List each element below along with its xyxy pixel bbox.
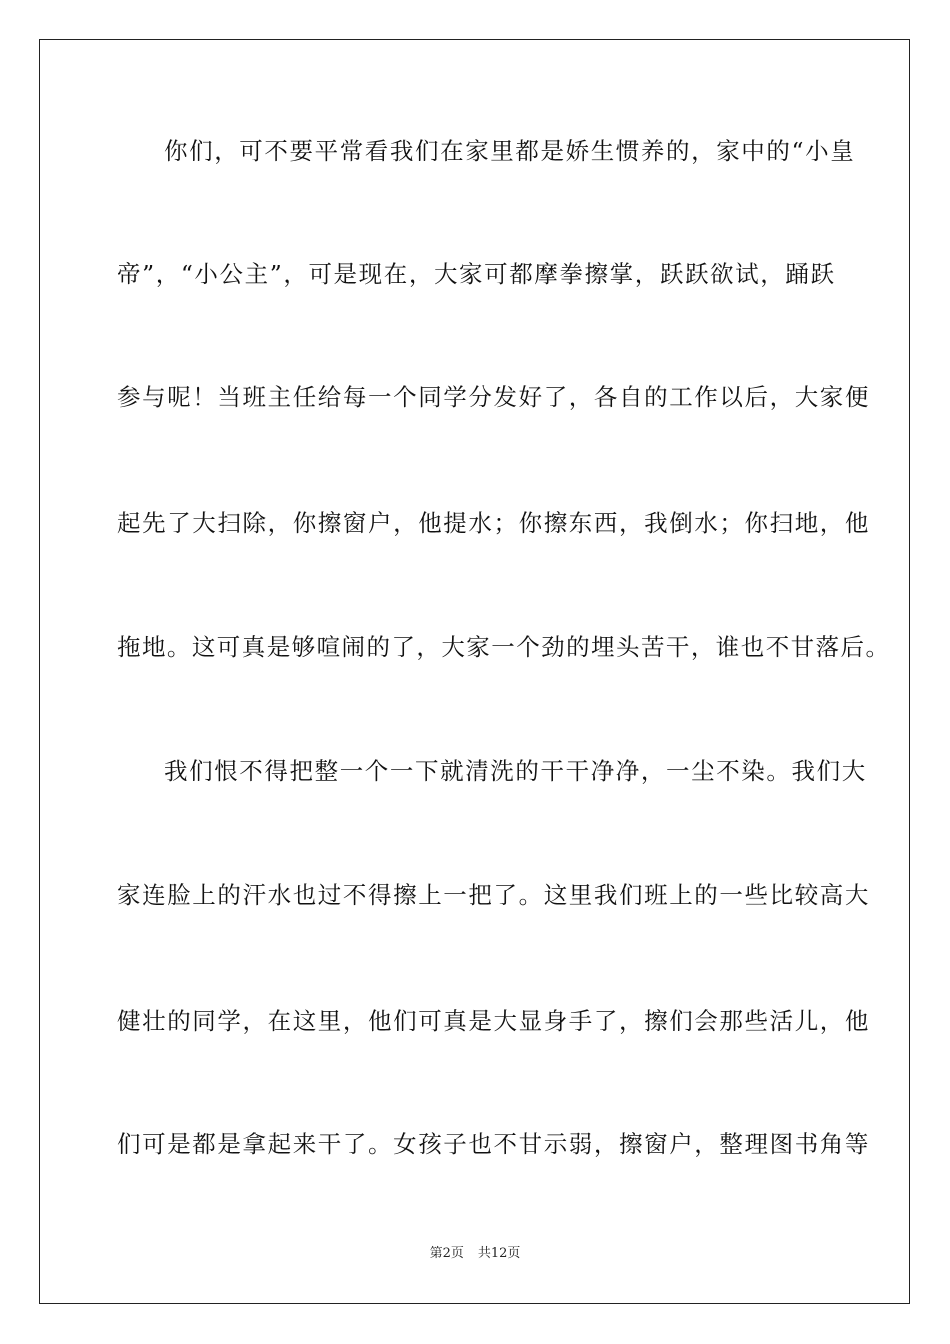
text-line-3: 参与呢！当班主任给每一个同学分发好了，各自的工作以后，大家便	[117, 383, 870, 411]
page-number: 第2页	[429, 1246, 464, 1261]
text-line-7: 家连脸上的汗水也过不得擦上一把了。这里我们班上的一些比较高大	[117, 881, 870, 909]
page-footer	[0, 1246, 950, 1262]
text-line-8: 健壮的同学，在这里，他们可真是大显身手了，擦们会那些活儿，他	[117, 1007, 870, 1035]
page-total: 共12页	[477, 1246, 521, 1261]
text-line-4: 起先了大扫除，你擦窗户，他提水；你擦东西，我倒水；你扫地，他	[117, 509, 870, 537]
text-line-6: 我们恨不得把整一个一下就清洗的干干净净，一尘不染。我们大	[164, 757, 867, 785]
page-border	[39, 39, 910, 1304]
text-line-2: 帝”，“小公主”，可是现在，大家可都摩拳擦掌，跃跃欲试，踊跃	[117, 260, 836, 288]
text-line-1: 你们，可不要平常看我们在家里都是娇生惯养的，家中的“小皇	[164, 137, 856, 165]
text-line-5: 拖地。这可真是够喧闹的了，大家一个劲的埋头苦干，谁也不甘落后。	[117, 633, 891, 661]
text-line-9: 们可是都是拿起来干了。女孩子也不甘示弱，擦窗户，整理图书角等	[117, 1130, 870, 1158]
